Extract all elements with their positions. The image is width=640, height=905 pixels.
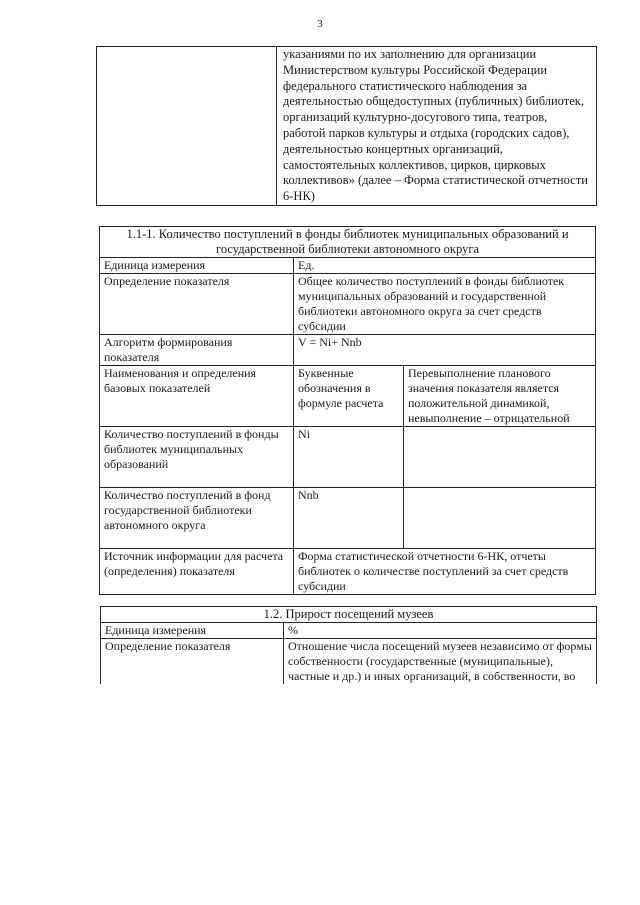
continuation-table bbox=[96, 46, 597, 206]
base-row-note bbox=[404, 427, 596, 488]
base-indicators-label: Наименования и определения базовых показателей bbox=[100, 366, 294, 427]
base-row-note bbox=[404, 488, 596, 549]
unit-value: Ед. bbox=[294, 258, 596, 274]
base-row-name: Количество поступлений в фонд государственной библиотеки автономного округа bbox=[100, 488, 294, 549]
indicator-table-1 bbox=[99, 226, 596, 595]
indicator-2-title: 1.2. Прирост посещений музеев bbox=[101, 607, 597, 623]
definition-label: Определение показателя bbox=[100, 274, 294, 335]
continuation-right-cell: указаниями по их заполнению для организации Министерством культуры Российской Федерации федерального статистического наблюдения за деятельностью общедоступных (публичных) библиотек, организаций культурно-досугового типа, театров, работой парков культуры и отдыха (городских садов), деятельностью концертных организаций, самостоятельных коллективов, цирков, цирковых коллективов» (далее – Форма статистической отчетности 6-НК) bbox=[277, 47, 597, 206]
base-row-name: Количество поступлений в фонды библиотек муниципальных образований bbox=[100, 427, 294, 488]
unit-label: Единица измерения bbox=[101, 623, 284, 639]
continuation-left-cell bbox=[97, 47, 277, 206]
source-value: Форма статистической отчетности 6-НК, отчеты библиотек о количестве поступлений за счет средств субсидии bbox=[294, 549, 596, 595]
algorithm-formula: V = Ni+ Nnb bbox=[294, 335, 596, 366]
algorithm-label: Алгоритм формирования показателя bbox=[100, 335, 294, 366]
base-row-symbol: Ni bbox=[294, 427, 404, 488]
unit-label: Единица измерения bbox=[100, 258, 294, 274]
source-label: Источник информации для расчета (определения) показателя bbox=[100, 549, 294, 595]
base-row-symbol: Nnb bbox=[294, 488, 404, 549]
definition-label: Определение показателя bbox=[101, 639, 284, 685]
definition-value: Отношение числа посещений музеев независимо от формы собственности (государственные (муниципальные), частные и др.) и иных организаций, в собственности, во bbox=[284, 639, 597, 685]
base-symbols-header: Буквенные обозначения в формуле расчета bbox=[294, 366, 404, 427]
indicator-table-2 bbox=[100, 606, 597, 684]
base-note: Перевыполнение планового значения показателя является положительной динамикой, невыполнение – отрицательной bbox=[404, 366, 596, 427]
unit-value: % bbox=[284, 623, 597, 639]
indicator-1-title: 1.1-1. Количество поступлений в фонды библиотек муниципальных образований и государственной библиотеки автономного округа bbox=[100, 227, 596, 258]
page-number: 3 bbox=[317, 18, 323, 30]
definition-value: Общее количество поступлений в фонды библиотек муниципальных образований и государственной библиотеки автономного округа за счет средств субсидии bbox=[294, 274, 596, 335]
